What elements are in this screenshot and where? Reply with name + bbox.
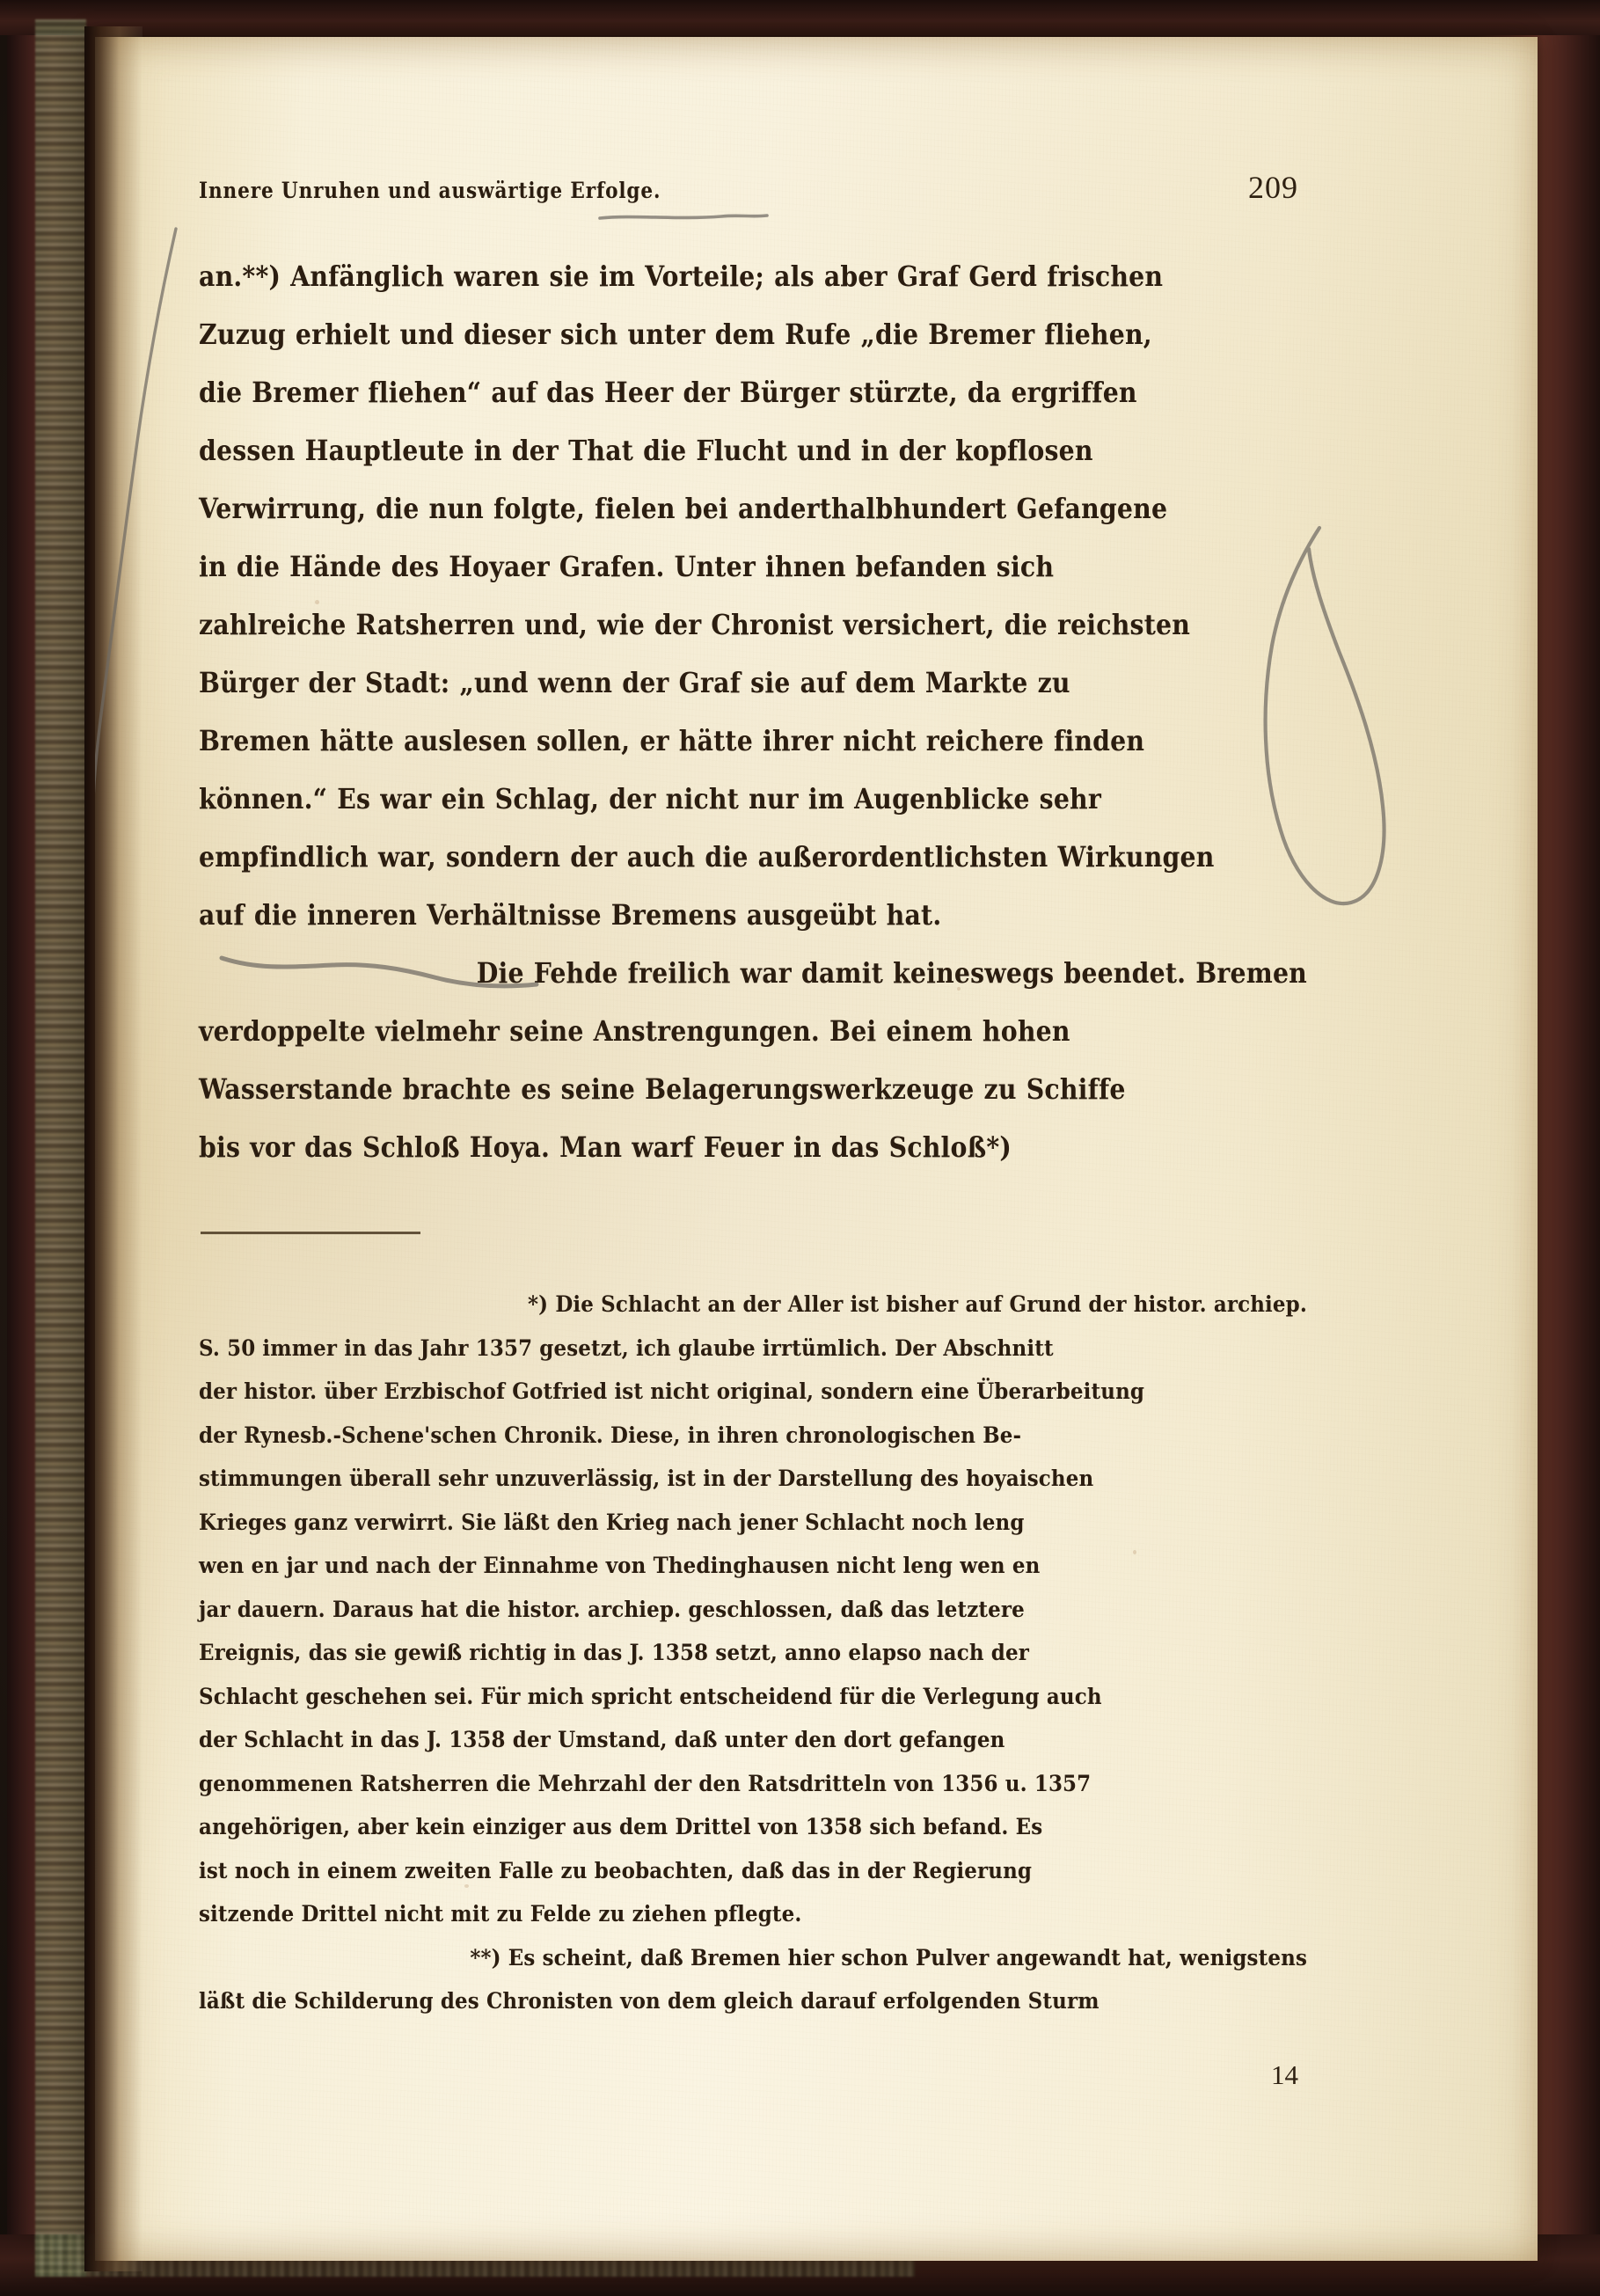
body-line-text: in die Hände des Hoyaer Grafen. Unter ihnen befanden sich [199,551,1055,583]
footnote-line-text: angehörigen, aber kein einziger aus dem Drittel von 1358 sich befand. Es [199,1814,1043,1840]
body-line [199,654,1307,713]
footnote-line-text: wen en jar und nach der Einnahme von Thedinghausen nicht leng wen en [199,1553,1041,1579]
body-line [199,713,1307,771]
body-line [199,538,1307,596]
footnote-line-text: stimmungen überall sehr unzuverlässig, ist in der Darstellung des hoyaischen [199,1466,1094,1492]
body-line [199,480,1307,538]
body-line [199,771,1307,829]
body-line-text: Verwirrung, die nun folgte, fielen bei anderthalbhundert Gefangene [199,493,1168,525]
footnote-line-text: jar dauern. Daraus hat die histor. archiep. geschlossen, daß das letztere [199,1596,1025,1623]
body-line-text: dessen Hauptleute in der That die Flucht und in der kopflosen [199,435,1093,467]
footnote-line-text: der Schlacht in das J. 1358 der Umstand, daß unter den dort gefangen [199,1727,1005,1753]
footnote-line-text: Ereignis, das sie gewiß richtig in das J. 1358 setzt, anno elapso nach der [199,1640,1029,1666]
footnote-2 [199,1937,1307,2024]
marbled-spine-edge [35,19,86,2277]
footnote-line [199,1589,1307,1633]
footnote-line-text: sitzende Drittel nicht mit zu Felde zu ziehen pflegte. [199,1901,802,1927]
footnote-line [199,1850,1307,1894]
body-line [199,364,1307,422]
body-line-text: an.**) Anfänglich waren sie im Vorteile; als aber Graf Gerd frischen [199,260,1164,293]
body-paragraph-2 [199,945,1307,1177]
footnote-line [199,1458,1307,1502]
footnote-line-text: *) Die Schlacht an der Aller ist bisher auf Grund der histor. archiep. [528,1291,1307,1318]
footnote-divider-rule [201,1232,420,1234]
body-line-text: verdoppelte vielmehr seine Anstrengungen. Bei einem hohen [199,1015,1070,1048]
body-line [199,829,1307,887]
running-head [199,169,1298,206]
body-line [199,945,1307,1003]
footnote-line [199,1632,1307,1676]
body-line [199,1003,1307,1061]
body-line [199,596,1307,654]
body-line [199,1061,1307,1119]
body-paragraph-1 [199,248,1307,945]
footnote-line-text: der Rynesb.-Schene'schen Chronik. Diese, in ihren chronologischen Be- [199,1422,1022,1449]
footnote-line-text: der histor. über Erzbischof Gotfried ist nicht original, sondern eine Überarbeitung [199,1378,1145,1405]
footnote-line [199,1980,1307,2024]
footnote-line [199,1763,1307,1807]
body-line-text: Wasserstande brachte es seine Belagerungswerkzeuge zu Schiffe [199,1073,1126,1106]
page-number: 209 [1248,170,1298,205]
footnote-block [199,1283,1307,2024]
footnote-line-text: Krieges ganz verwirrt. Sie läßt den Krieg nach jener Schlacht noch leng [199,1509,1025,1536]
footnote-line [199,1937,1307,1981]
page-text-block [199,169,1307,2091]
footnote-line-text: ist noch in einem zweiten Falle zu beobachten, daß das in der Regierung [199,1857,1033,1884]
footnote-line [199,1676,1307,1720]
footnote-line-text: genommenen Ratsherren die Mehrzahl der den Ratsdritteln von 1356 u. 1357 [199,1770,1092,1797]
footnote-line [199,1415,1307,1459]
body-line-text: Bremen hätte auslesen sollen, er hätte ihrer nicht reichere finden [199,725,1145,757]
running-head-title: Innere Unruhen und auswärtige Erfolge. [199,178,661,203]
footnote-1 [199,1283,1307,1937]
footnote-line-text: **) Es scheint, daß Bremen hier schon Pulver angewandt hat, wenigstens [470,1944,1307,1971]
body-line [199,887,1307,945]
body-line-text: bis vor das Schloß Hoya. Man warf Feuer in das Schloß*) [199,1131,1012,1164]
footnote-line [199,1327,1307,1371]
footnote-line-text: Schlacht geschehen sei. Für mich spricht entscheidend für die Verlegung auch [199,1683,1102,1710]
body-line-text: die Bremer fliehen“ auf das Heer der Bürger stürzte, da ergriffen [199,377,1137,409]
footnote-line [199,1371,1307,1415]
body-line-text: können.“ Es war ein Schlag, der nicht nur im Augenblicke sehr [199,783,1102,815]
book-cover-top-edge [0,0,1600,35]
footnote-line [199,1719,1307,1763]
body-line-text: Zuzug erhielt und dieser sich unter dem Rufe „die Bremer fliehen, [199,318,1152,351]
paragraph-indent [199,945,253,1003]
body-line [199,1119,1307,1177]
body-line [199,248,1307,306]
footnote-line [199,1893,1307,1937]
body-line-text: zahlreiche Ratsherren und, wie der Chronist versichert, die reichsten [199,609,1191,641]
footnote-line [199,1283,1307,1327]
body-line [199,306,1307,364]
footnote-line [199,1502,1307,1546]
body-line [199,422,1307,480]
paper-page [95,37,1538,2261]
footnote-line-text: läßt die Schilderung des Chronisten von dem gleich darauf erfolgenden Sturm [199,1988,1100,2014]
body-line-text: auf die inneren Verhältnisse Bremens ausgeübt hat. [199,899,942,932]
footnote-line [199,1545,1307,1589]
footnote-indent [199,1283,260,1327]
body-line-text: Bürger der Stadt: „und wenn der Graf sie auf dem Markte zu [199,667,1070,699]
signature-mark: 14 [1271,2058,1298,2090]
body-line-text: Die Fehde freilich war damit keineswegs beendet. Bremen [476,957,1307,990]
footnote-line-text: S. 50 immer in das Jahr 1357 gesetzt, ich glaube irrtümlich. Der Abschnitt [199,1334,1054,1362]
footnote-indent [199,1937,260,1981]
footnote-line [199,1806,1307,1850]
body-line-text: empfindlich war, sondern der auch die außerordentlichsten Wirkungen [199,841,1215,874]
